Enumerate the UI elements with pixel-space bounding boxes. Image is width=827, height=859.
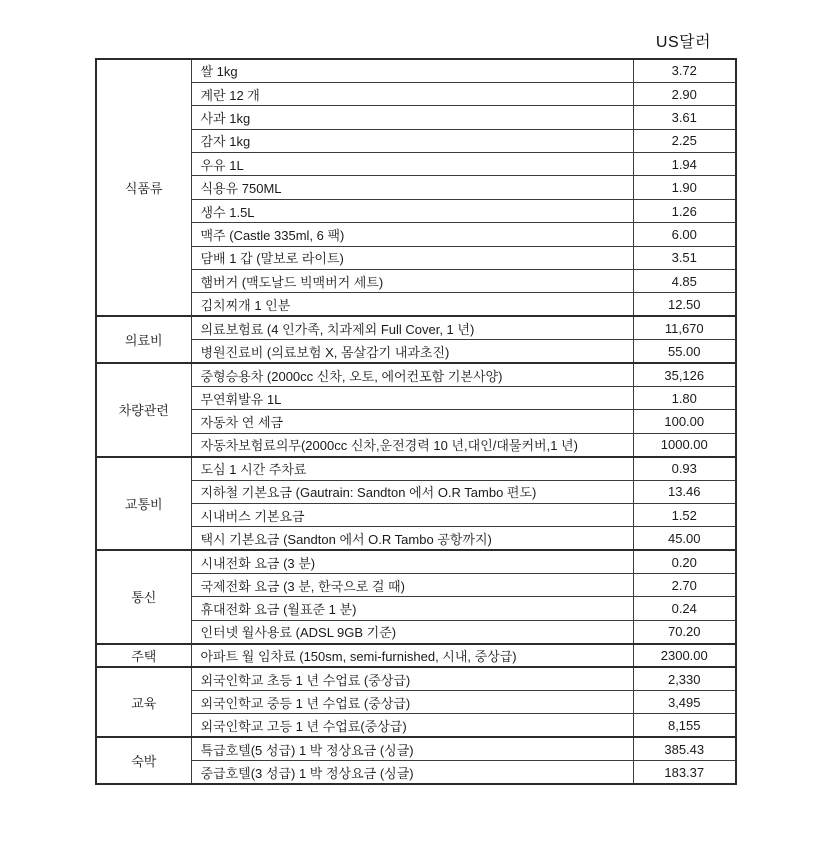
table-row (96, 644, 736, 667)
price-cell: 3,495 (633, 691, 736, 714)
price-cell: 2.70 (633, 574, 736, 597)
price-cell: 0.93 (633, 457, 736, 480)
table-row (96, 550, 736, 573)
category-cell-5: 주택 (96, 644, 191, 667)
item-cell: 휴대전화 요금 (월표준 1 분) (191, 597, 633, 620)
item-cell: 외국인학교 중등 1 년 수업료 (중상급) (191, 691, 633, 714)
price-cell: 0.24 (633, 597, 736, 620)
item-cell: 생수 1.5L (191, 199, 633, 222)
price-cell: 1.94 (633, 153, 736, 176)
price-cell: 3.72 (633, 59, 736, 82)
item-cell: 김치찌개 1 인분 (191, 293, 633, 316)
item-cell: 외국인학교 고등 1 년 수업료(중상급) (191, 714, 633, 737)
table-row (96, 153, 736, 176)
price-cell: 0.20 (633, 550, 736, 573)
currency-column-header: US달러 (655, 34, 712, 51)
item-cell: 우유 1L (191, 153, 633, 176)
category-cell-2: 차량관련 (96, 363, 191, 457)
item-cell: 쌀 1kg (191, 59, 633, 82)
price-cell: 70.20 (633, 620, 736, 643)
item-cell: 외국인학교 초등 1 년 수업료 (중상급) (191, 667, 633, 690)
table-row (96, 457, 736, 480)
price-cell: 45.00 (633, 527, 736, 550)
table-row (96, 433, 736, 456)
price-cell: 13.46 (633, 480, 736, 503)
item-cell: 인터넷 월사용료 (ADSL 9GB 기준) (191, 620, 633, 643)
item-cell: 사과 1kg (191, 106, 633, 129)
item-cell: 택시 기본요금 (Sandton 에서 O.R Tambo 공항까지) (191, 527, 633, 550)
category-cell-7: 숙박 (96, 737, 191, 784)
price-cell: 1.90 (633, 176, 736, 199)
table-row (96, 527, 736, 550)
table-row (96, 223, 736, 246)
table-row (96, 691, 736, 714)
price-cell: 385.43 (633, 737, 736, 760)
item-cell: 시내전화 요금 (3 분) (191, 550, 633, 573)
item-cell: 아파트 월 임차료 (150sm, semi-furnished, 시내, 중상급) (191, 644, 633, 667)
table-row (96, 386, 736, 409)
item-cell: 의료보험료 (4 인가족, 치과제외 Full Cover, 1 년) (191, 316, 633, 339)
table-row (96, 574, 736, 597)
table-row (96, 410, 736, 433)
table-row (96, 246, 736, 269)
category-cell-3: 교통비 (96, 457, 191, 551)
category-cell-4: 통신 (96, 550, 191, 644)
table-row (96, 620, 736, 643)
item-cell: 계란 12 개 (191, 82, 633, 105)
table-row (96, 199, 736, 222)
price-cell: 1000.00 (633, 433, 736, 456)
item-cell: 자동차보험료의무(2000cc 신차,운전경력 10 년,대인/대물커버,1 년) (191, 433, 633, 456)
item-cell: 무연휘발유 1L (191, 386, 633, 409)
table-row (96, 597, 736, 620)
price-cell: 12.50 (633, 293, 736, 316)
price-cell: 100.00 (633, 410, 736, 433)
item-cell: 도심 1 시간 주차료 (191, 457, 633, 480)
item-cell: 중형승용차 (2000cc 신차, 오토, 에어컨포함 기본사양) (191, 363, 633, 386)
item-cell: 햄버거 (맥도날드 빅맥버거 세트) (191, 270, 633, 293)
table-row (96, 340, 736, 363)
table-row (96, 714, 736, 737)
item-cell: 국제전화 요금 (3 분, 한국으로 걸 때) (191, 574, 633, 597)
table-row (96, 59, 736, 82)
category-cell-0: 식품류 (96, 59, 191, 316)
item-cell: 맥주 (Castle 335ml, 6 팩) (191, 223, 633, 246)
price-cell: 8,155 (633, 714, 736, 737)
category-cell-6: 교육 (96, 667, 191, 737)
item-cell: 병원진료비 (의료보험 X, 몸살감기 내과초진) (191, 340, 633, 363)
price-cell: 183.37 (633, 761, 736, 784)
price-cell: 11,670 (633, 316, 736, 339)
table-row (96, 176, 736, 199)
item-cell: 담배 1 갑 (말보로 라이트) (191, 246, 633, 269)
table-row (96, 667, 736, 690)
price-cell: 35,126 (633, 363, 736, 386)
price-cell: 6.00 (633, 223, 736, 246)
table-row (96, 293, 736, 316)
category-cell-1: 의료비 (96, 316, 191, 363)
table-row (96, 316, 736, 339)
price-cell: 2.90 (633, 82, 736, 105)
item-cell: 시내버스 기본요금 (191, 503, 633, 526)
price-cell: 2300.00 (633, 644, 736, 667)
price-cell: 55.00 (633, 340, 736, 363)
price-cell: 4.85 (633, 270, 736, 293)
table-row (96, 480, 736, 503)
item-cell: 식용유 750ML (191, 176, 633, 199)
table-row (96, 106, 736, 129)
item-cell: 감자 1kg (191, 129, 633, 152)
item-cell: 지하철 기본요금 (Gautrain: Sandton 에서 O.R Tambo 편도) (191, 480, 633, 503)
table-row (96, 363, 736, 386)
table-row (96, 82, 736, 105)
item-cell: 자동차 연 세금 (191, 410, 633, 433)
table-row (96, 737, 736, 760)
table-row (96, 270, 736, 293)
table-row (96, 761, 736, 784)
price-cell: 3.61 (633, 106, 736, 129)
price-cell: 3.51 (633, 246, 736, 269)
price-cell: 1.80 (633, 386, 736, 409)
price-cell: 1.52 (633, 503, 736, 526)
table-row (96, 129, 736, 152)
item-cell: 특급호텔(5 성급) 1 박 정상요금 (싱글) (191, 737, 633, 760)
table-row (96, 503, 736, 526)
item-cell: 중급호텔(3 성급) 1 박 정상요금 (싱글) (191, 761, 633, 784)
price-cell: 2.25 (633, 129, 736, 152)
price-cell: 2,330 (633, 667, 736, 690)
price-table (95, 58, 737, 785)
price-cell: 1.26 (633, 199, 736, 222)
